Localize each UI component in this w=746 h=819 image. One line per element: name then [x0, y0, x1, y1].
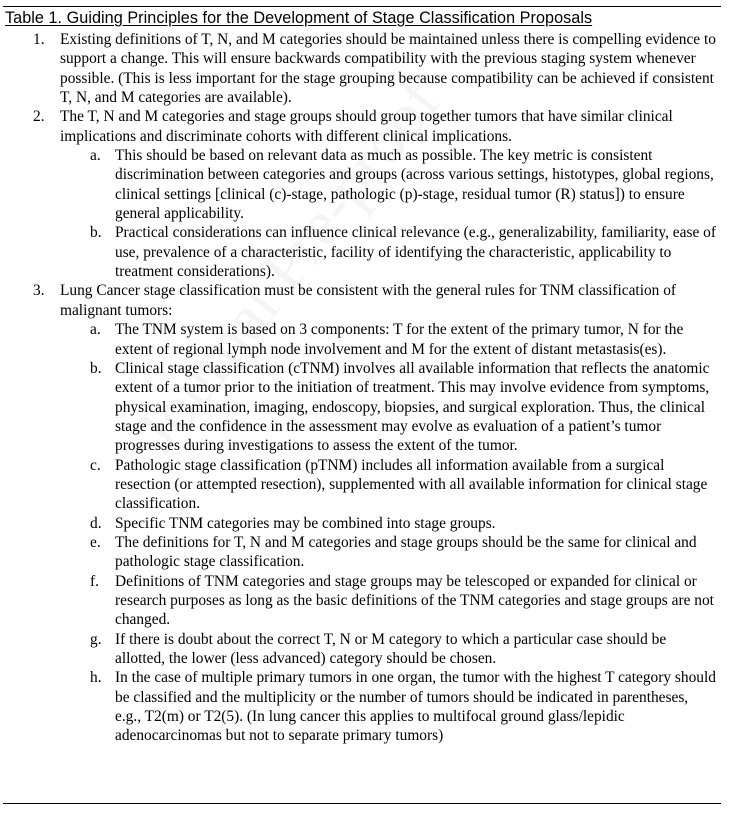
sub-list-item — [0, 668, 718, 745]
sub-list-item-text: This should be based on relevant data as much as possible. The key metric is consistent discrimination between categories and groups (across various settings, histotypes, global regions, clinical settings [clinical (c)-stage, pathologic (p)-stage, residual tumor (R) status]) to ensure general applicability. — [115, 147, 714, 223]
table-title: Table 1. Guiding Principles for the Development of Stage Classification Proposals — [5, 9, 593, 27]
sub-list-item — [0, 533, 718, 572]
sub-list-item-text: The TNM system is based on 3 components: T for the extent of the primary tumor, N for the extent of regional lymph node involvement and M for the extent of distant metastasis(es). — [115, 321, 684, 358]
sub-list-item-text: Definitions of TNM categories and stage groups may be telescoped or expanded for clinical or research purposes as long as the basic definitions of the TNM categories and stage groups are not changed. — [115, 572, 714, 629]
sub-list-item-text: Clinical stage classification (cTNM) involves all available information that reflects the anatomic extent of a tumor prior to the initiation of treatment. This may involve evidence from symptoms, physical examination, imaging, endoscopy, biopsies, and surgical exploration. Thus, the clinical stage and the confidence in the assessment may evolve as evaluation of a patient’s tumor progresses during investigations to assess the extent of the tumor. — [115, 359, 710, 455]
list-marker: 1. — [33, 31, 45, 48]
sub-list-item-text: Pathologic stage classification (pTNM) includes all information available from a surgical resection (or attempted resection), supplemented with all available information for clinical stage classification. — [115, 456, 708, 513]
sub-list-marker: d. — [90, 514, 102, 532]
sub-list-marker: c. — [90, 456, 101, 474]
list-item-text: The T, N and M categories and stage groups should group together tumors that have similar clinical implications and discriminate cohorts with different clinical implications. — [60, 108, 673, 145]
sub-list-marker: a. — [90, 147, 101, 165]
sub-list-item — [0, 456, 718, 514]
principles-list — [0, 30, 746, 746]
list-item — [0, 30, 716, 107]
list-marker: 2. — [33, 108, 45, 126]
top-rule — [3, 6, 721, 7]
sub-list-item — [0, 320, 718, 359]
sub-list-item — [0, 572, 718, 630]
sub-list-marker: a. — [90, 321, 101, 339]
sub-list-item — [0, 146, 718, 223]
sub-list-item-text: Practical considerations can influence clinical relevance (e.g., generalizability, familiarity, ease of use, prevalence of a characteristic, facility of identifying the characteristic, applicability to treatment considerations). — [115, 224, 716, 281]
sub-list-marker: f. — [90, 572, 99, 590]
sub-list-marker: g. — [90, 630, 102, 648]
sub-list-item — [0, 630, 718, 669]
list-item-text: Existing definitions of T, N, and M categories should be maintained unless there is compelling evidence to support a change. This will ensure backwards compatibility with the previous staging system whenever possible. (This is less important for the stage grouping because compatibility can be achieved if consistent T, N, and M categories are available). — [60, 31, 716, 107]
list-item — [0, 107, 716, 146]
sub-list-item — [0, 223, 718, 281]
sub-list-marker: h. — [90, 669, 102, 687]
sub-list-item-text: In the case of multiple primary tumors in one organ, the tumor with the highest T category should be classified and the multiplicity or the number of tumors should be indicated in parentheses, e.g., T2(m) or T2(5). (In lung cancer this applies to multifocal ground glass/lepidic adenocarcinomas but not to separate primary tumors) — [115, 669, 716, 745]
bottom-rule — [3, 803, 721, 804]
list-item — [0, 281, 716, 320]
sub-list-marker: b. — [90, 224, 102, 242]
list-item-text: Lung Cancer stage classification must be consistent with the general rules for TNM classification of malignant tumors: — [60, 282, 677, 319]
sub-list-item — [0, 359, 718, 456]
sub-list-marker: e. — [90, 533, 101, 551]
sub-list-item-text: The definitions for T, N and M categories and stage groups should be the same for clinical and pathologic stage classification. — [115, 533, 697, 571]
sub-list-marker: b. — [90, 359, 102, 377]
sub-list-item — [0, 514, 718, 533]
list-marker: 3. — [33, 282, 45, 300]
sub-list-item-text: Specific TNM categories may be combined into stage groups. — [115, 514, 496, 532]
sub-list-item-text: If there is doubt about the correct T, N or M category to which a particular case should be allotted, the lower (less advanced) category should be chosen. — [115, 630, 667, 667]
